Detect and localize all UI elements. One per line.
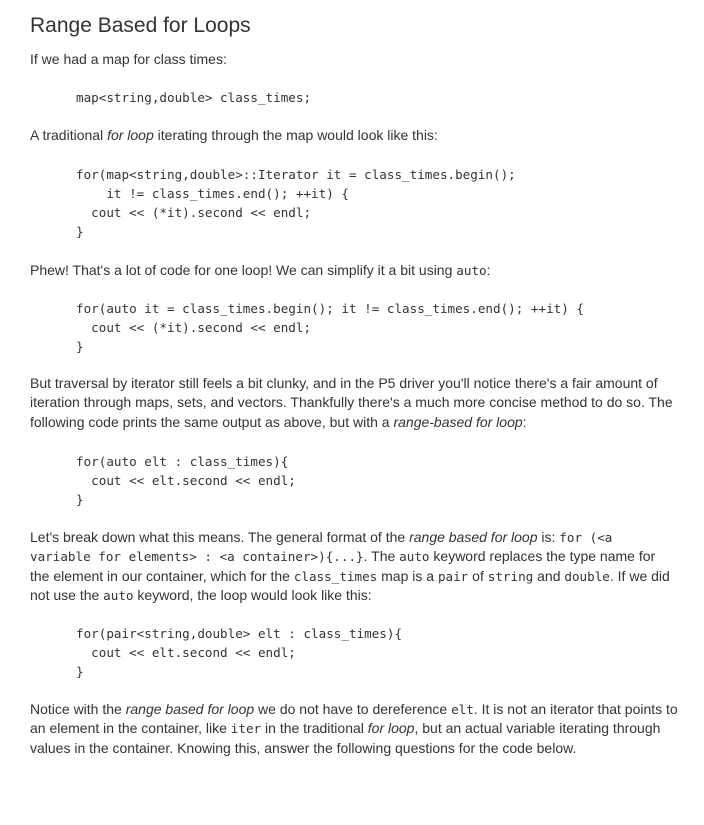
text-span: Let's break down what this means. The general format of the (30, 529, 410, 545)
code-block-auto-loop (76, 299, 584, 356)
inline-code: for (<a (559, 530, 613, 545)
text-span: we do not have to dereference (254, 701, 452, 717)
code-line: it != class_times.end(); ++it) { (76, 186, 349, 201)
inline-code: iter (230, 721, 262, 737)
traversal-paragraph (30, 374, 680, 432)
code-line: cout << (*it).second << endl; (76, 320, 312, 335)
inline-code: auto (456, 263, 487, 278)
text-span: A traditional (30, 127, 108, 143)
intro-text: If we had a map for class times: (30, 51, 227, 67)
text-span: : (486, 262, 491, 278)
emphasis-text: for loop (107, 127, 154, 143)
code-line: map<string,double> class_times; (76, 90, 312, 105)
text-span: . It is not an iterator that points to (473, 701, 678, 717)
text-span: . If we did (609, 567, 670, 584)
code-line: } (76, 492, 84, 507)
text-span: iterating through the map would look like this: (153, 127, 438, 143)
text-span: the element in our container, which for the (30, 567, 294, 584)
emphasis-text: for loop (367, 720, 415, 737)
notice-paragraph (30, 700, 680, 758)
text-span: But traversal by iterator still feels a bit clunky, and in the P5 driver you'll notice there's a fair amount of (30, 375, 658, 391)
traditional-loop-paragraph (30, 126, 680, 145)
text-span: , but an actual variable iterating through (414, 720, 661, 737)
code-line: cout << elt.second << endl; (76, 473, 296, 488)
code-line: for(pair<string,double> elt : class_times){ (76, 626, 403, 641)
text-span: . The (363, 548, 400, 565)
inline-code: double (564, 568, 610, 584)
code-block-pair-loop (76, 624, 402, 681)
inline-code: auto (103, 587, 134, 603)
emphasis-text: range based for loop (409, 529, 538, 545)
text-span: Phew! That's a lot of code for one loop! We can simplify it a bit using (30, 262, 457, 278)
code-line: cout << (*it).second << endl; (76, 205, 312, 220)
inline-code: pair (437, 568, 469, 584)
code-block-map-declaration (76, 88, 311, 107)
inline-code: variable for elements> : <a container>){...} (30, 549, 364, 565)
text-span: and (533, 567, 565, 584)
code-line: for(auto elt : class_times){ (76, 454, 289, 469)
text-span: not use the (30, 586, 104, 603)
code-line: cout << elt.second << endl; (76, 645, 296, 660)
code-block-range-loop (76, 452, 296, 509)
text-span: keyword replaces the type name for (429, 548, 656, 565)
inline-code: class_times (293, 568, 378, 584)
intro-paragraph (30, 50, 680, 69)
text-span: iteration through maps, sets, and vectors. Thankfully there's a much more concise method to do so. The (30, 394, 673, 411)
inline-code: string (487, 568, 534, 584)
inline-code: elt (451, 702, 474, 717)
code-line: } (76, 664, 84, 679)
text-span: keyword, the loop would look like this: (133, 586, 372, 603)
breakdown-paragraph (30, 528, 680, 605)
code-line: } (76, 339, 84, 354)
emphasis-text: range based for loop (125, 701, 255, 717)
page-title: Range Based for Loops (30, 14, 251, 37)
text-span: in the traditional (261, 720, 368, 737)
text-span: values in the container. Knowing this, answer the following questions for the code below. (30, 739, 577, 756)
text-span: an element in the container, like (30, 720, 231, 737)
text-span: is: (537, 529, 560, 545)
auto-paragraph (30, 261, 680, 280)
code-block-iterator-loop (76, 165, 516, 241)
text-span: of (468, 567, 488, 584)
inline-code: auto (399, 549, 430, 565)
text-span: following code prints the same output as above, but with a (30, 413, 394, 430)
code-line: } (76, 224, 84, 239)
text-span: Notice with the (30, 701, 126, 717)
text-span: map is a (377, 567, 438, 584)
emphasis-text: range-based for loop (393, 413, 523, 430)
code-line: for(map<string,double>::Iterator it = class_times.begin(); (76, 167, 516, 182)
code-line: for(auto it = class_times.begin(); it != class_times.end(); ++it) { (76, 301, 584, 316)
text-span: : (522, 413, 527, 430)
